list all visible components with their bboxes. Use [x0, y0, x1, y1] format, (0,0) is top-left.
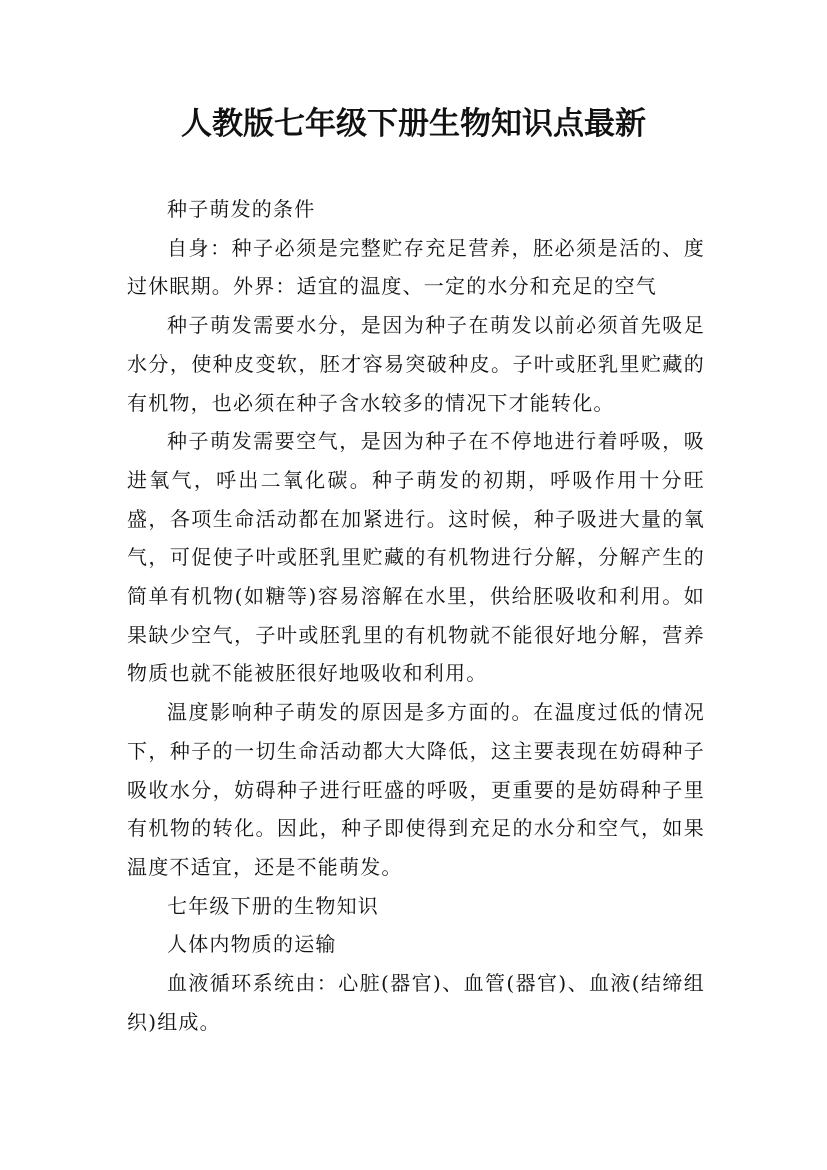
heading-substance-transport: 人体内物质的运输: [167, 932, 337, 957]
paragraph-water-requirement: 种子萌发需要水分，是因为种子在萌发以前必须首先吸足水分，使种皮变软，胚才容易突破种皮。子叶或胚乳里贮藏的有机物，也必须在种子含水较多的情况下才能转化。: [127, 313, 705, 415]
paragraph-temperature-effect: 温度影响种子萌发的原因是多方面的。在温度过低的情况下，种子的一切生命活动都大大降低，这主要表现在妨碍种子吸收水分，妨碍种子进行旺盛的呼吸，更重要的是妨碍种子里有机物的转化。因此，种子即使得到充足的水分和空气，如果温度不适宜，还是不能萌发。: [127, 700, 705, 879]
paragraph-air-requirement: 种子萌发需要空气，是因为种子在不停地进行着呼吸，吸进氧气，呼出二氧化碳。种子萌发的初期，呼吸作用十分旺盛，各项生命活动都在加紧进行。这时候，种子吸进大量的氧气，可促使子叶或胚乳里贮藏的有机物进行分解，分解产生的简单有机物(如糖等)容易溶解在水里，供给胚吸收和利用。如果缺少空气，子叶或胚乳里的有机物就不能很好地分解，营养物质也就不能被胚很好地吸收和利用。: [127, 429, 705, 686]
paragraph-internal-external-conditions: 自身：种子必须是完整贮存充足营养，胚必须是活的、度过休眠期。外界：适宜的温度、一定的水分和充足的空气: [127, 235, 705, 299]
heading-grade-seven-biology: 七年级下册的生物知识: [167, 893, 379, 918]
heading-seed-germination-conditions: 种子萌发的条件: [167, 197, 316, 221]
document-title: 人教版七年级下册生物知识点最新: [181, 106, 646, 142]
document-body: [127, 190, 705, 1041]
paragraph-circulatory-system: 血液循环系统由：心脏(器官)、血管(器官)、血液(结缔组织)组成。: [127, 971, 705, 1034]
